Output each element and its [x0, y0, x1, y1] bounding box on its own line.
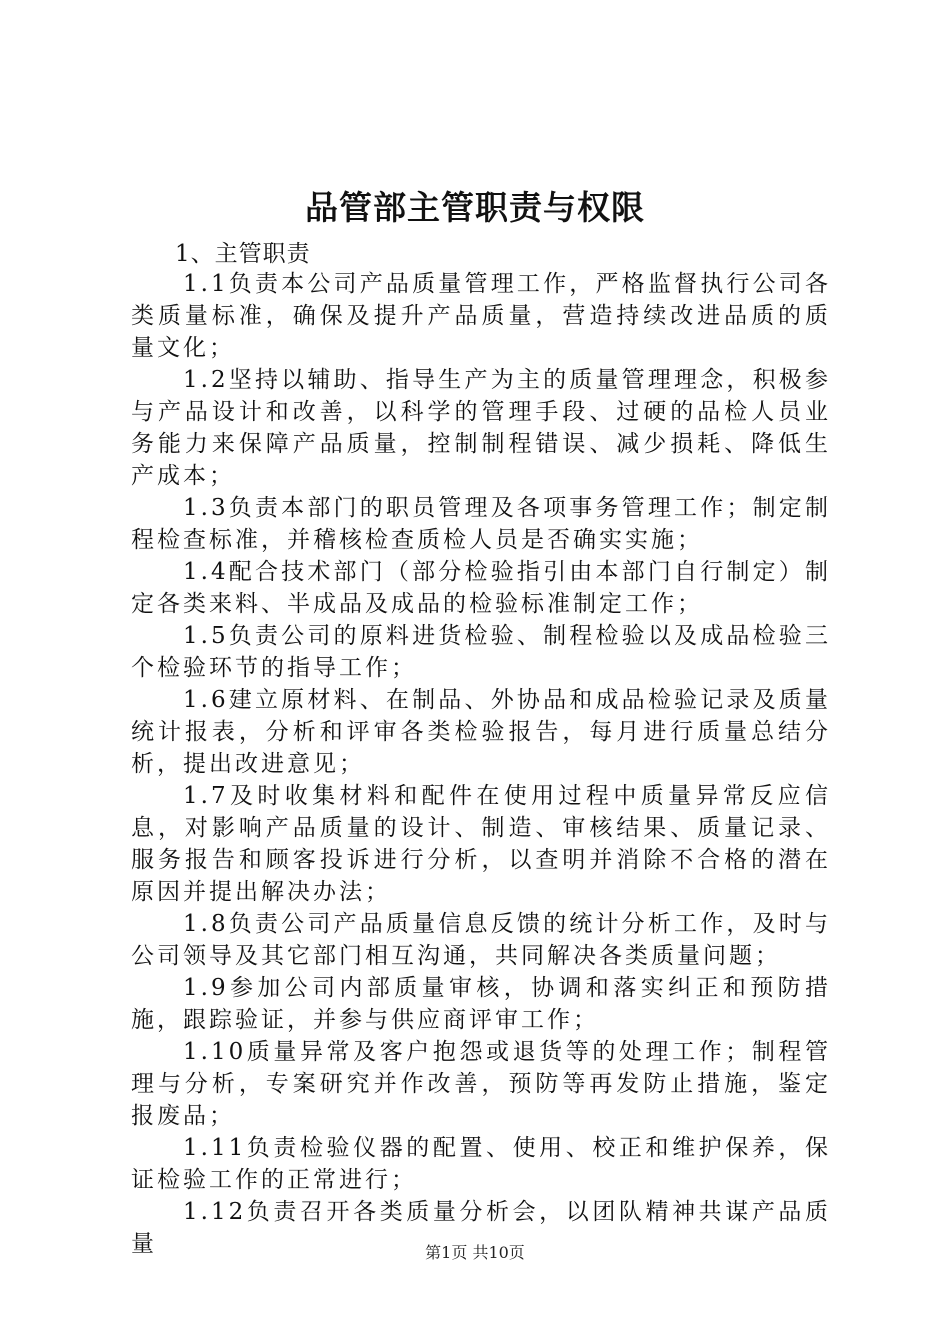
- paragraph-1-6: 1.6建立原材料、在制品、外协品和成品检验记录及质量统计报表，分析和评审各类检验报告，每月进行质量总结分析，提出改进意见；: [131, 687, 831, 777]
- paragraph-1-11: 1.11负责检验仪器的配置、使用、校正和维护保养，保证检验工作的正常进行；: [131, 1135, 831, 1193]
- page-footer: 第1页 共10页: [425, 1243, 525, 1262]
- paragraph-1-4: 1.4配合技术部门（部分检验指引由本部门自行制定）制定各类来料、半成品及成品的检验标准制定工作；: [131, 559, 831, 617]
- paragraph-1-5: 1.5负责公司的原料进货检验、制程检验以及成品检验三个检验环节的指导工作；: [131, 623, 831, 681]
- section-heading: 1、主管职责: [175, 241, 311, 267]
- document-body: [131, 240, 831, 1260]
- document-title: 品管部主管职责与权限: [305, 188, 645, 227]
- paragraph-1-7: 1.7及时收集材料和配件在使用过程中质量异常反应信息，对影响产品质量的设计、制造、审核结果、质量记录、服务报告和顾客投诉进行分析，以查明并消除不合格的潜在原因并提出解决办法；: [131, 783, 831, 905]
- paragraph-1-8: 1.8负责公司产品质量信息反馈的统计分析工作，及时与公司领导及其它部门相互沟通，共同解决各类质量问题；: [131, 911, 831, 969]
- paragraph-1-2: 1.2坚持以辅助、指导生产为主的质量管理理念，积极参与产品设计和改善，以科学的管理手段、过硬的品检人员业务能力来保障产品质量，控制制程错误、减少损耗、降低生产成本；: [131, 367, 831, 489]
- paragraph-1-3: 1.3负责本部门的职员管理及各项事务管理工作；制定制程检查标准，并稽核检查质检人员是否确实实施；: [131, 495, 831, 553]
- paragraph-1-10: 1.10质量异常及客户抱怨或退货等的处理工作；制程管理与分析，专案研究并作改善，预防等再发防止措施，鉴定报废品；: [131, 1039, 831, 1129]
- paragraph-1-1: 1.1负责本公司产品质量管理工作，严格监督执行公司各类质量标准，确保及提升产品质量，营造持续改进品质的质量文化；: [131, 271, 831, 361]
- paragraph-1-12: 1.12负责召开各类质量分析会，以团队精神共谋产品质量: [131, 1199, 831, 1257]
- paragraph-1-9: 1.9参加公司内部质量审核，协调和落实纠正和预防措施，跟踪验证，并参与供应商评审工作；: [131, 975, 831, 1033]
